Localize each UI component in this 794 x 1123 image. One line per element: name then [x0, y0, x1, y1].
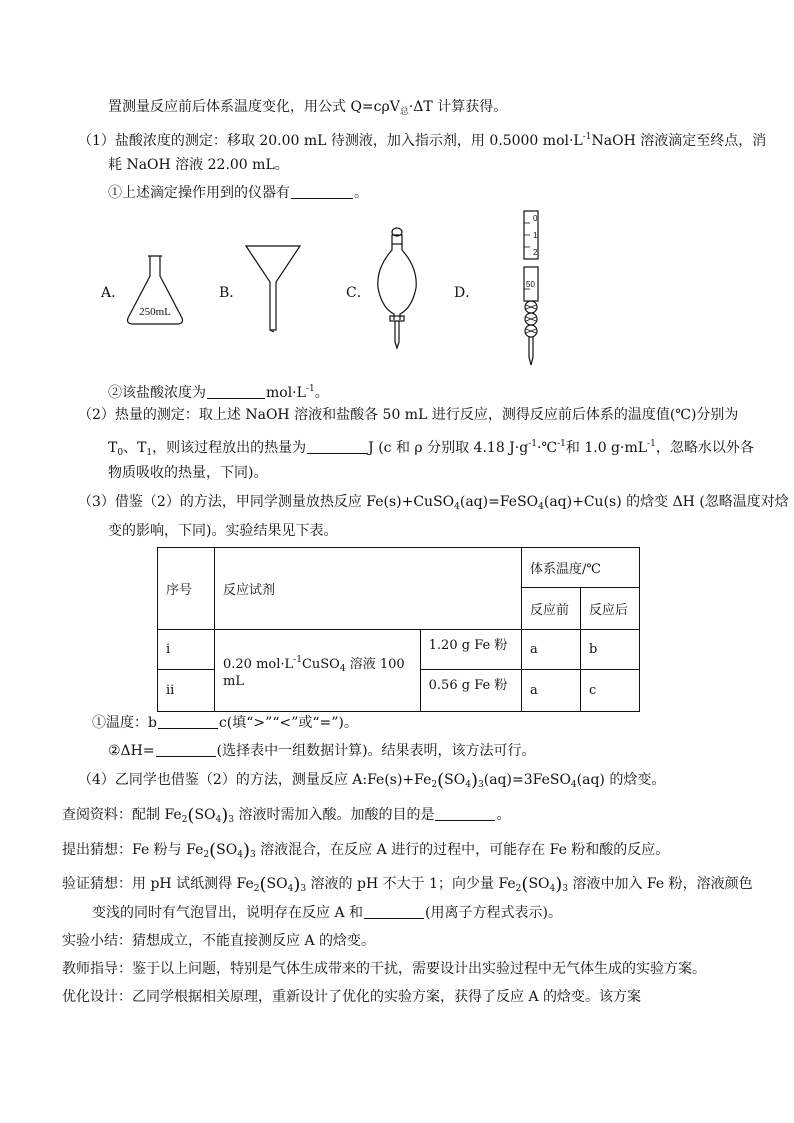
- q1-text: （1）盐酸浓度的测定：移取 20.00 mL 待测液，加入指示剂，用 0.5000 mol·L: [78, 133, 583, 149]
- q4-optimize: 优化设计：乙同学根据相关原理，重新设计了优化的实验方案，获得了反应 A 的焓变。该方案: [62, 989, 642, 1005]
- q3-text: （3）借鉴（2）的方法，甲同学测量放热反应 Fe(s)+CuSO: [78, 494, 455, 510]
- shared-reagent-sub: 4: [339, 663, 346, 674]
- flask-volume-label: 250mL: [139, 306, 171, 318]
- burette-tick-0: 0: [533, 214, 538, 223]
- row2-before: a: [522, 670, 581, 712]
- q4-verify2-end: (用离子方程式表示)。: [425, 905, 562, 921]
- q3-sub-a: 4: [454, 502, 460, 512]
- shared-reagent-sup: -1: [293, 654, 302, 665]
- results-table: [157, 547, 640, 712]
- header-temp: 体系温度/℃: [522, 548, 640, 588]
- answer-blank-heat[interactable]: [307, 439, 367, 454]
- q1-sub2-unit: mol·L: [266, 385, 306, 401]
- q1-sub2-end: 。: [314, 385, 329, 401]
- q1-text-end: NaOH 溶液滴定至终点，消: [591, 133, 767, 149]
- q4-summary: 实验小结：猜想成立，不能直接测反应 A 的焓变。: [62, 933, 376, 949]
- q4-sub-4b: 4: [570, 780, 577, 790]
- header-seq: 序号: [158, 548, 215, 630]
- q4-guess-pre: 提出猜想：Fe 粉与 Fe: [62, 842, 204, 858]
- q2-deg: ·℃: [536, 440, 558, 456]
- row2-after: c: [581, 670, 640, 712]
- q3-sub2-end: (选择表中一组数据计算)。结果表明，该方法可行。: [216, 743, 536, 759]
- q3-sub2-pre: ②ΔH=: [108, 743, 155, 759]
- q2-line2-mid: ，则该过程放出的热量为: [152, 440, 307, 456]
- q4-consult-end: 。: [496, 807, 511, 823]
- q4-text: （4）乙同学也借鉴（2）的方法，测量反应 A:Fe(s)+Fe: [78, 772, 432, 788]
- q3-sub1-end: c(填“>”“<”或“=”)。: [218, 715, 358, 731]
- q4-text-mid: (aq)=3FeSO: [483, 772, 571, 788]
- row1-fe: 1.20 g Fe 粉: [420, 630, 521, 670]
- burette-tick-2: 2: [533, 248, 538, 257]
- q3-sub2: [108, 741, 536, 761]
- erlenmeyer-flask-icon: [124, 254, 186, 326]
- row2-fe: 0.56 g Fe 粉: [420, 670, 521, 712]
- q4-guess: 提出猜想：Fe 粉与 $Fe_2(SO_4)_3$ 溶液混合，在反应 A 进行的过程中，可能存在 Fe 粉和酸的反应。: [62, 840, 670, 861]
- separatory-funnel-icon: [372, 224, 422, 352]
- q2-t0: T: [108, 440, 118, 456]
- intro-subscript: 总: [399, 107, 409, 117]
- intro-line: [108, 97, 507, 122]
- intro-text-end: ·ΔT 计算获得。: [408, 99, 508, 115]
- intro-text: 置测量反应前后体系温度变化，用公式 Q=cρV: [108, 99, 400, 115]
- burette-tick-1: 1: [533, 231, 538, 240]
- q2-sup-c: -1: [647, 439, 656, 449]
- q2-t1-sub: 1: [146, 448, 153, 458]
- q2-sup-a: -1: [528, 439, 537, 449]
- q3-sub1-pre: ①温度：b: [92, 715, 157, 731]
- q4-teacher: 教师指导：鉴于以上问题，特别是气体生成带来的干扰，需要设计出实验过程中无气体生成的实验方案。: [62, 961, 706, 977]
- q4-consult-mid: 溶液时需加入酸。加酸的目的是: [234, 807, 435, 823]
- q1-sub2: [108, 379, 329, 403]
- option-c-label: C．: [346, 285, 371, 301]
- q4-sub-4: 4: [465, 780, 471, 790]
- header-before: 反应前: [522, 588, 581, 630]
- header-after: 反应后: [581, 588, 640, 630]
- q1-line1: [78, 127, 766, 151]
- q3-text-end: (aq)+Cu(s) 的焓变 ΔH (忽略温度对焓: [543, 494, 789, 510]
- q4-verify: 验证猜想：用 pH 试纸测得 $Fe_2(SO_4)_3$ 溶液的 pH 不大于 1；向少量 $Fe_2(SO_4)_3$ 溶液中加入 Fe 粉，溶液颜色: [62, 874, 753, 895]
- row1-after: b: [581, 630, 640, 670]
- answer-blank-instruments[interactable]: [291, 184, 353, 199]
- q2-line2-end: ，忽略水以外各: [655, 440, 754, 456]
- q1-sub1-text: ①上述滴定操作用到的仪器有: [108, 185, 290, 201]
- q1-line2: 耗 NaOH 溶液 22.00 mL。: [108, 157, 289, 173]
- q4-sub-3: 3: [478, 780, 484, 790]
- q4-sub-2: 2: [431, 780, 438, 790]
- q1-sup: -1: [582, 132, 592, 142]
- burette-icon: [514, 209, 548, 369]
- q4-consult: 查阅资料：配制 $Fe_2(SO_4)_3$ 溶液时需加入酸。加酸的目的是 。: [62, 805, 511, 826]
- option-a-label: A．: [101, 285, 126, 301]
- q4-verify-line2: [92, 903, 562, 923]
- answer-blank-ionic-equation[interactable]: [364, 904, 424, 919]
- q4-guess-end: 溶液混合，在反应 A 进行的过程中，可能存在 Fe 粉和酸的反应。: [255, 842, 670, 858]
- row1-before: a: [522, 630, 581, 670]
- option-d-label: D．: [454, 285, 480, 301]
- funnel-icon: [244, 244, 304, 334]
- answer-blank-concentration[interactable]: [207, 384, 265, 399]
- q3-sub-b: 4: [538, 502, 544, 512]
- q1-sub2-sup: -1: [305, 384, 315, 394]
- q2-line3: 物质吸收的热量，下同)。: [108, 465, 268, 481]
- shared-reagent-pre: 0.20 mol·L: [223, 656, 294, 672]
- q2-sup-b: -1: [557, 439, 566, 449]
- q2-comma: 、: [123, 440, 138, 456]
- q4-verify-end: 溶液中加入 Fe 粉，溶液颜色: [568, 876, 753, 892]
- row2-seq: ii: [158, 670, 215, 712]
- q1-sub1: [108, 183, 368, 203]
- q2-and: 和 1.0 g·mL: [565, 440, 648, 456]
- row1-seq: i: [158, 630, 215, 670]
- q2-t0-sub: 0: [117, 448, 124, 458]
- q3-line1: [78, 492, 789, 517]
- q3-sub1: [92, 713, 358, 733]
- shared-reagent-end: 溶液 100 mL: [223, 656, 405, 689]
- option-b-label: B．: [219, 285, 244, 301]
- q3-line2: 变的影响，下同)。实验结果见下表。: [108, 523, 338, 539]
- q4-close: ): [470, 770, 479, 791]
- q3-text-mid: (aq)=FeSO: [459, 494, 539, 510]
- burette-tick-50: 50: [526, 280, 535, 289]
- q4-verify2-pre: 变浅的同时有气泡冒出，说明存在反应 A 和: [92, 905, 364, 921]
- q4-verify-mid: 溶液的 pH 不大于 1；向少量 Fe: [306, 876, 516, 892]
- q2-line1: （2）热量的测定：取上述 NaOH 溶液和盐酸各 50 mL 进行反应，测得反应前后体系的温度值(℃)分别为: [78, 407, 739, 423]
- answer-blank-acid-purpose[interactable]: [435, 806, 495, 821]
- answer-blank-delta-h[interactable]: [156, 742, 216, 757]
- q4-verify-pre: 验证猜想：用 pH 试纸测得 Fe: [62, 876, 254, 892]
- q2-t1: T: [137, 440, 147, 456]
- header-reagent: 反应试剂: [215, 548, 522, 630]
- q4-text-end: (aq) 的焓变。: [576, 772, 666, 788]
- answer-blank-temp-compare[interactable]: [158, 714, 218, 729]
- shared-reagent-mid: CuSO: [301, 656, 340, 672]
- q1-sub2-text: ②该盐酸浓度为: [108, 385, 206, 401]
- q4-line1: （4）乙同学也借鉴（2）的方法，测量反应 $A:Fe(s)+Fe_2(SO_4)_3(aq)=3FeSO_4(aq)$ 的焓变。: [78, 770, 666, 791]
- shared-reagent: [215, 630, 421, 712]
- q2-line2: [108, 434, 754, 463]
- q4-consult-pre: 查阅资料：配制 Fe: [62, 807, 182, 823]
- q2-unit: J (c 和 ρ 分别取 4.18 J·g: [368, 440, 529, 456]
- q1-sub1-end: 。: [354, 185, 368, 201]
